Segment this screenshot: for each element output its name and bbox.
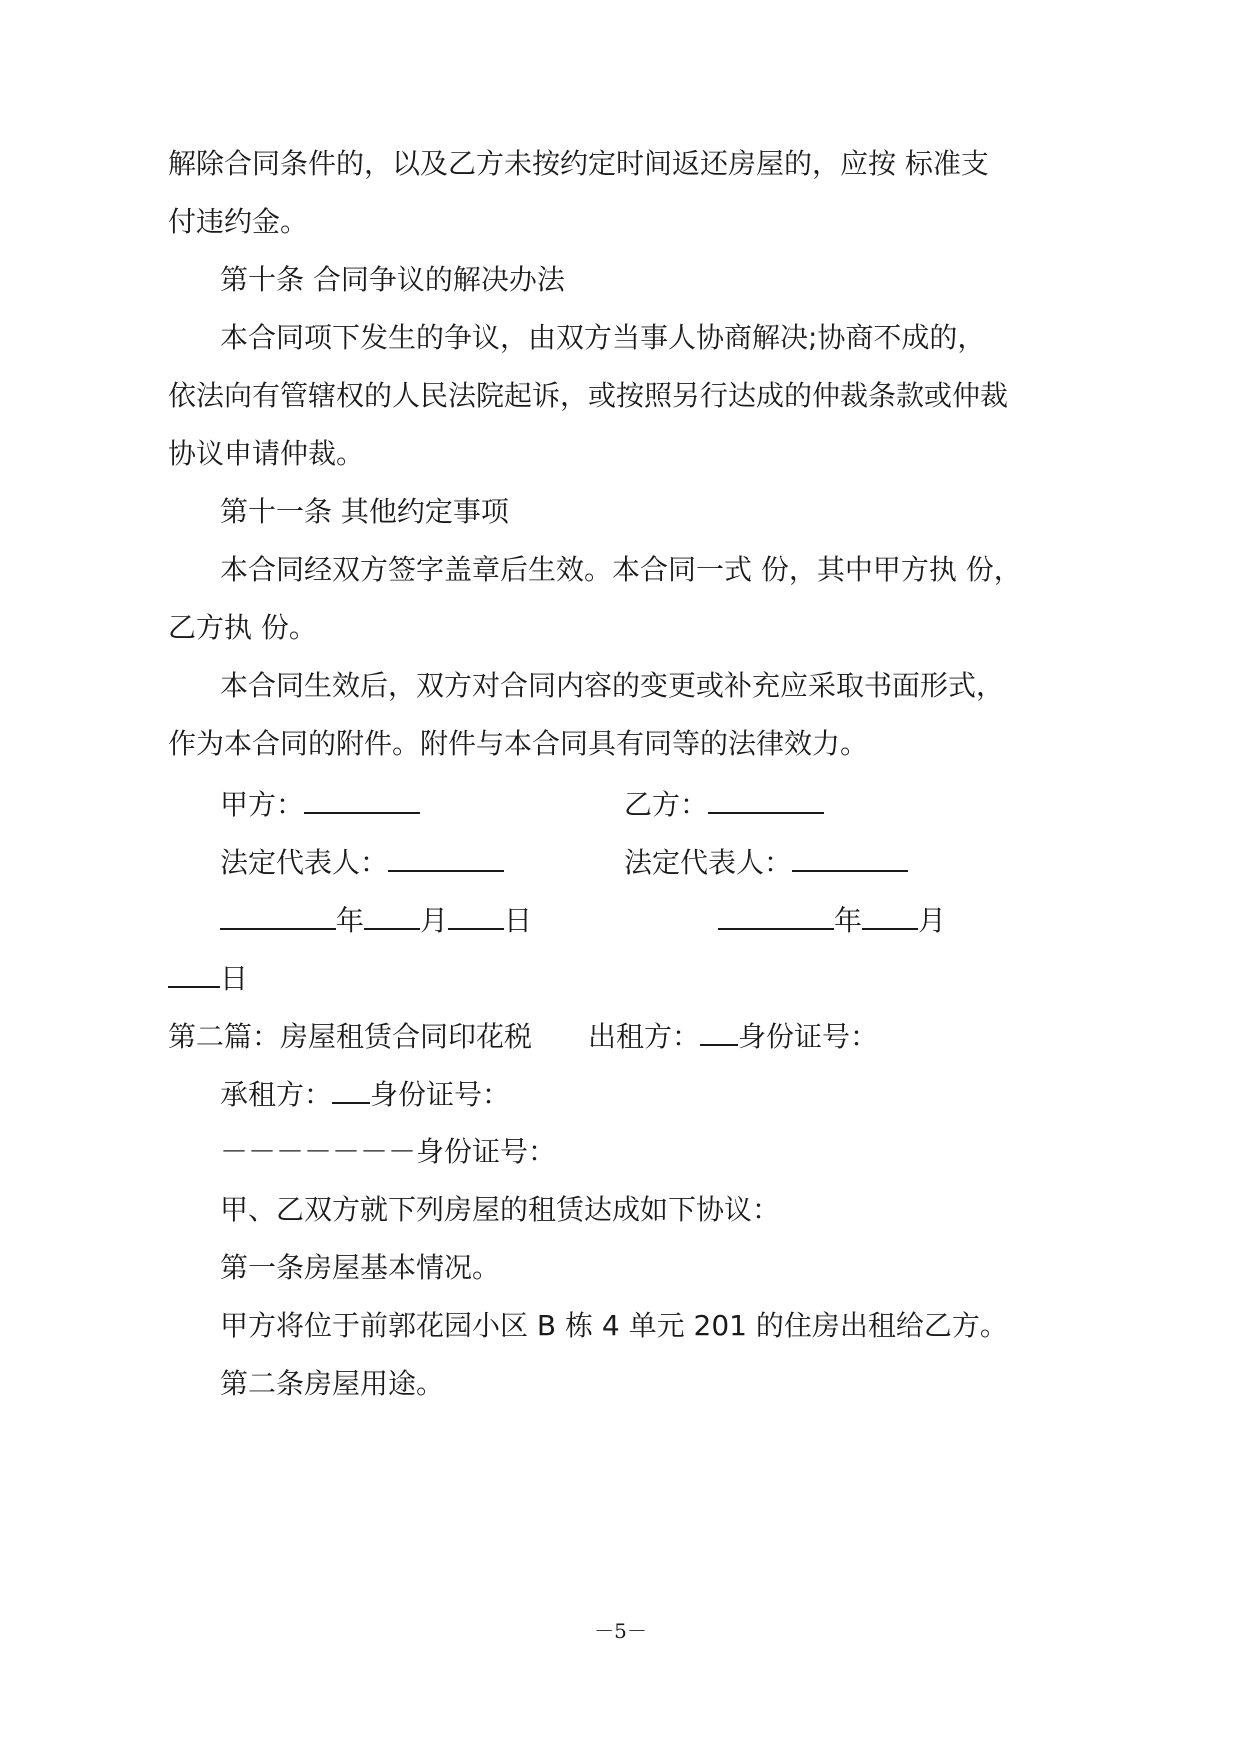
agreement-intro: 甲、乙双方就下列房屋的租赁达成如下协议： xyxy=(220,1193,781,1226)
year-blank xyxy=(220,902,336,930)
page-number: －5－ xyxy=(594,1619,647,1643)
date-b xyxy=(718,902,946,939)
article-1-title: 第一条房屋基本情况。 xyxy=(220,1251,501,1284)
month-label: 月 xyxy=(420,904,449,937)
date-b-day xyxy=(168,960,248,997)
day-blank xyxy=(168,960,220,988)
party-b-blank xyxy=(708,786,824,814)
day-blank xyxy=(448,902,504,930)
day-label: 日 xyxy=(220,962,249,995)
rep-b-blank xyxy=(792,844,908,872)
lessee-label: 承租方： xyxy=(220,1078,333,1111)
rep-b-label: 法定代表人： xyxy=(624,846,793,879)
paragraph-line: 依法向有管辖权的人民法院起诉，或按照另行达成的仲裁条款或仲裁 xyxy=(168,379,1009,412)
date-a xyxy=(220,902,532,939)
lessor-blank xyxy=(700,1018,738,1046)
year-label: 年 xyxy=(336,904,365,937)
party-b-signature xyxy=(624,786,824,823)
year-blank xyxy=(718,902,834,930)
party-a-blank xyxy=(304,786,420,814)
lessee-line xyxy=(220,1076,510,1113)
paragraph-line: 付违约金。 xyxy=(168,205,309,238)
paragraph-line: 乙方执 份。 xyxy=(168,611,317,644)
paragraph-line: 本合同经双方签字盖章后生效。本合同一式 份，其中甲方执 份， xyxy=(220,553,1022,586)
paragraph-line: 本合同生效后，双方对合同内容的变更或补充应采取书面形式， xyxy=(220,669,1005,702)
article-1-text: 甲方将位于前郭花园小区 B 栋 4 单元 201 的住房出租给乙方。 xyxy=(220,1309,1008,1342)
party-b-label: 乙方： xyxy=(624,788,709,821)
rep-b-signature xyxy=(624,844,908,881)
rep-a-label: 法定代表人： xyxy=(220,846,389,879)
paragraph-line: 协议申请仲裁。 xyxy=(168,437,365,470)
year-label: 年 xyxy=(834,904,863,937)
party-a-label: 甲方： xyxy=(220,788,305,821)
id-label: 身份证号： xyxy=(738,1020,879,1053)
article-11-title: 第十一条 其他约定事项 xyxy=(220,495,509,528)
rep-a-blank xyxy=(388,844,504,872)
article-10-title: 第十条 合同争议的解决办法 xyxy=(220,263,565,296)
paragraph-line: 作为本合同的附件。附件与本合同具有同等的法律效力。 xyxy=(168,727,869,760)
month-label: 月 xyxy=(918,904,947,937)
month-blank xyxy=(862,902,918,930)
party-a-signature xyxy=(220,786,420,823)
rep-a-signature xyxy=(220,844,504,881)
lessee-blank xyxy=(332,1076,370,1104)
dash-id-line: －－－－－－－身份证号： xyxy=(220,1135,557,1168)
paragraph-line: 本合同项下发生的争议，由双方当事人协商解决;协商不成的， xyxy=(220,321,986,354)
lessor-label: 出租方： xyxy=(588,1020,701,1053)
month-blank xyxy=(364,902,420,930)
paragraph-line: 解除合同条件的，以及乙方未按约定时间返还房屋的，应按 标准支 xyxy=(168,147,989,180)
day-label: 日 xyxy=(504,904,533,937)
id-label: 身份证号： xyxy=(370,1078,511,1111)
part2-heading: 第二篇：房屋租赁合同印花税 xyxy=(168,1020,533,1053)
article-2-title: 第二条房屋用途。 xyxy=(220,1367,445,1400)
part2-heading-line xyxy=(168,1018,878,1055)
